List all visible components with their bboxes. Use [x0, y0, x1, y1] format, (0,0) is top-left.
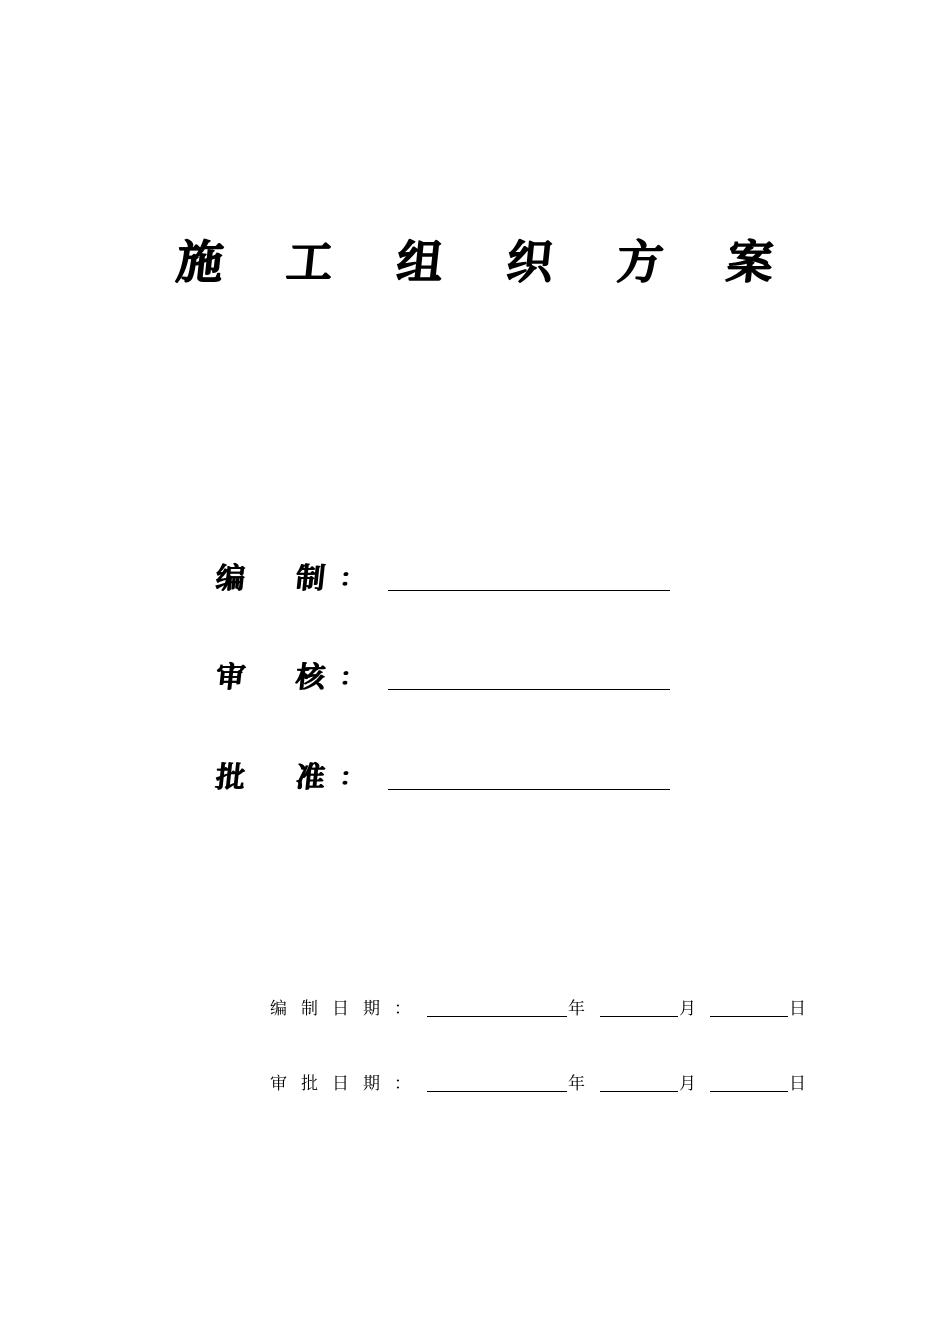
sign-row-compile [216, 560, 676, 600]
approve-day-blank[interactable] [710, 1091, 788, 1092]
date-row-approve [270, 1073, 830, 1101]
month-unit: 月 [679, 1074, 696, 1094]
sign-label-char-1: 批 [214, 760, 247, 794]
approve-month-blank[interactable] [600, 1091, 678, 1092]
document-title: 施 工 组 织 方 案 [174, 235, 800, 289]
compile-date-label: 编制日期： [270, 999, 425, 1019]
compile-month-blank[interactable] [600, 1016, 678, 1017]
year-unit: 年 [568, 999, 585, 1019]
sign-row-review [216, 659, 676, 699]
sign-label-char-2: 准 [294, 760, 327, 794]
approve-date-label: 审批日期： [270, 1074, 425, 1094]
sign-colon: ： [338, 762, 366, 791]
approve-year-blank[interactable] [427, 1091, 567, 1092]
sign-label-char-1: 编 [214, 561, 247, 595]
day-unit: 日 [789, 999, 806, 1019]
compiler-signature-line[interactable] [388, 590, 670, 591]
reviewer-signature-line[interactable] [388, 689, 670, 690]
sign-colon: ： [338, 563, 366, 592]
approver-signature-line[interactable] [388, 789, 670, 790]
sign-label-char-2: 制 [294, 561, 327, 595]
month-unit: 月 [679, 999, 696, 1019]
compile-year-blank[interactable] [427, 1016, 567, 1017]
date-row-compile [270, 998, 830, 1026]
sign-colon: ： [338, 662, 366, 691]
sign-label-char-2: 核 [294, 660, 327, 694]
sign-row-approve [216, 759, 676, 799]
day-unit: 日 [789, 1074, 806, 1094]
sign-label-char-1: 审 [214, 660, 247, 694]
compile-day-blank[interactable] [710, 1016, 788, 1017]
year-unit: 年 [568, 1074, 585, 1094]
